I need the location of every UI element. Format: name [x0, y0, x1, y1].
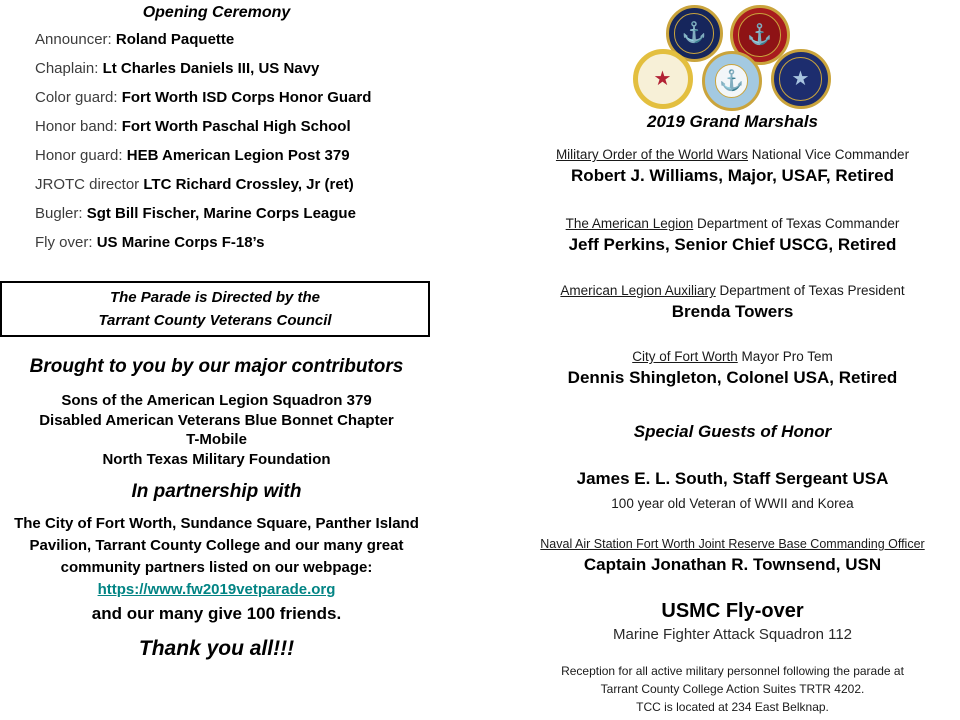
- role-label: Bugler:: [35, 205, 83, 222]
- thank-you-line: Thank you all!!!: [138, 637, 295, 660]
- marshal-org: The American Legion: [565, 216, 694, 231]
- partnership-text: The City of Fort Worth, Sundance Square, Panther Island Pavilion, Tarrant County College and our many great community partners listed on our webpage:: [14, 515, 419, 576]
- reception-line: Tarrant County College Action Suites TRTR 4202.: [600, 682, 865, 696]
- grand-marshals-title: 2019 Grand Marshals: [646, 112, 819, 131]
- partnership-paragraph: [10, 513, 423, 601]
- parade-directed-box: [0, 281, 430, 337]
- marshal-entry: [505, 147, 960, 186]
- right-column: [505, 0, 960, 720]
- marshal-entry: [505, 349, 960, 388]
- marshal-role: National Vice Commander: [747, 147, 910, 162]
- roster-row: [35, 147, 433, 176]
- left-column: [0, 0, 433, 720]
- directed-box-line2: Tarrant County Veterans Council: [98, 312, 332, 329]
- role-value: Fort Worth ISD Corps Honor Guard: [121, 89, 372, 106]
- us-coast-guard-seal-icon: ⚓: [702, 51, 762, 111]
- contributor-item: Sons of the American Legion Squadron 379: [61, 392, 372, 409]
- partnership-heading: In partnership with: [131, 481, 302, 502]
- contributor-item: T-Mobile: [186, 431, 247, 448]
- marshal-name: Brenda Towers: [671, 302, 794, 321]
- contributor-item: Disabled American Veterans Blue Bonnet Chapter: [39, 411, 394, 429]
- marshal-caption: [505, 216, 960, 231]
- role-value: Sgt Bill Fischer, Marine Corps League: [86, 205, 356, 222]
- marshal-role: Department of Texas President: [715, 283, 905, 298]
- reception-note: [505, 662, 960, 716]
- role-label: Chaplain:: [35, 60, 99, 77]
- roster-row: [35, 176, 433, 205]
- marshal-name: Robert J. Williams, Major, USAF, Retired: [571, 166, 894, 185]
- role-value: Fort Worth Paschal High School: [121, 118, 351, 135]
- friends-line: and our many give 100 friends.: [91, 604, 342, 623]
- marshal-role: Mayor Pro Tem: [737, 349, 833, 364]
- flyover-subtitle: Marine Fighter Attack Squadron 112: [612, 626, 853, 643]
- opening-ceremony-roster: [35, 31, 433, 263]
- roster-row: [35, 118, 433, 147]
- role-value: US Marine Corps F-18’s: [96, 234, 265, 251]
- role-value: LTC Richard Crossley, Jr (ret): [143, 176, 354, 193]
- special-guests-title: Special Guests of Honor: [633, 422, 832, 441]
- guest-name: Captain Jonathan R. Townsend, USN: [583, 555, 882, 574]
- marshal-caption: [505, 349, 960, 364]
- marshal-caption: [505, 283, 960, 298]
- guest-name: James E. L. South, Staff Sergeant USA: [576, 469, 889, 488]
- marshal-name: Jeff Perkins, Senior Chief USCG, Retired: [568, 235, 897, 254]
- role-label: Announcer:: [35, 31, 112, 48]
- roster-row: [35, 60, 433, 89]
- contributors-heading: Brought to you by our major contributors: [29, 356, 404, 377]
- directed-box-line1: The Parade is Directed by the: [109, 289, 321, 306]
- marshal-entry: [505, 216, 960, 255]
- roster-row: [35, 205, 433, 234]
- marshal-name: Dennis Shingleton, Colonel USA, Retired: [567, 368, 898, 387]
- us-air-force-seal-icon: ★: [771, 49, 831, 109]
- us-navy-seal-icon: ⚓: [666, 5, 723, 62]
- roster-row: [35, 31, 433, 60]
- reception-line: Reception for all active military personnel following the parade at: [561, 664, 904, 678]
- roster-row: [35, 234, 433, 263]
- parade-website-link[interactable]: https://www.fw2019vetparade.org: [97, 581, 336, 598]
- role-value: Roland Paquette: [115, 31, 235, 48]
- flyover-title: USMC Fly-over: [661, 600, 804, 622]
- marshal-entry: [505, 283, 960, 322]
- guest-org-caption: Naval Air Station Fort Worth Joint Reserve Base Commanding Officer: [540, 537, 925, 551]
- marshal-org: Military Order of the World Wars: [555, 147, 748, 162]
- opening-ceremony-title: Opening Ceremony: [142, 4, 291, 21]
- role-value: HEB American Legion Post 379: [126, 147, 350, 164]
- marshal-caption: [505, 147, 960, 162]
- marshal-org: American Legion Auxiliary: [560, 283, 716, 298]
- roster-row: [35, 89, 433, 118]
- marshal-org: City of Fort Worth: [632, 349, 738, 364]
- contributors-list: [0, 391, 433, 469]
- role-value: Lt Charles Daniels III, US Navy: [102, 60, 320, 77]
- contributor-item: North Texas Military Foundation: [102, 450, 331, 468]
- role-label: Fly over:: [35, 234, 93, 251]
- us-marine-corps-seal-icon: ⚓: [730, 5, 790, 65]
- role-label: Honor band:: [35, 118, 118, 135]
- reception-line: TCC is located at 234 East Belknap.: [636, 700, 829, 714]
- military-seals-group: [633, 5, 833, 109]
- role-label: Honor guard:: [35, 147, 123, 164]
- role-label: JROTC director: [35, 176, 140, 193]
- marshal-role: Department of Texas Commander: [693, 216, 900, 231]
- guest-subtitle: 100 year old Veteran of WWII and Korea: [611, 496, 854, 511]
- role-label: Color guard:: [35, 89, 118, 106]
- us-army-seal-icon: ★: [633, 49, 693, 109]
